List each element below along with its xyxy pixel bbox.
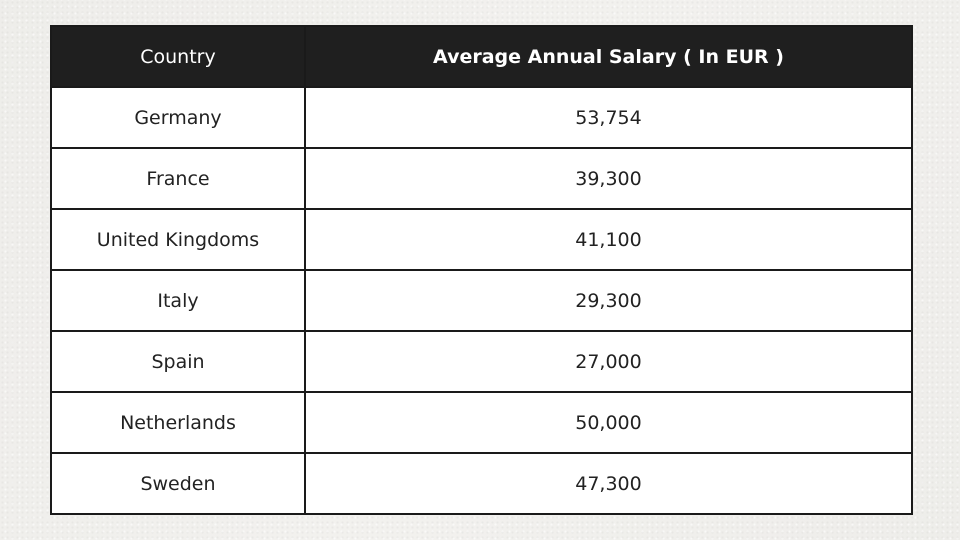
table-row	[51, 148, 912, 209]
table-row	[51, 453, 912, 514]
country-cell: United Kingdoms	[51, 209, 305, 270]
table-header	[51, 26, 912, 87]
salary-cell: 27,000	[305, 331, 912, 392]
table-row	[51, 331, 912, 392]
country-cell: France	[51, 148, 305, 209]
salary-cell: 29,300	[305, 270, 912, 331]
salary-cell: 39,300	[305, 148, 912, 209]
table-row	[51, 270, 912, 331]
country-cell: Italy	[51, 270, 305, 331]
table-row	[51, 392, 912, 453]
country-cell: Germany	[51, 87, 305, 148]
country-column-header: Country	[51, 26, 305, 87]
country-cell: Netherlands	[51, 392, 305, 453]
table-body	[51, 87, 912, 514]
salary-table	[50, 25, 913, 515]
country-cell: Spain	[51, 331, 305, 392]
salary-cell: 47,300	[305, 453, 912, 514]
header-row	[51, 26, 912, 87]
salary-column-header: Average Annual Salary ( In EUR )	[305, 26, 912, 87]
table-row	[51, 87, 912, 148]
country-cell: Sweden	[51, 453, 305, 514]
salary-cell: 53,754	[305, 87, 912, 148]
table-row	[51, 209, 912, 270]
salary-cell: 50,000	[305, 392, 912, 453]
salary-cell: 41,100	[305, 209, 912, 270]
